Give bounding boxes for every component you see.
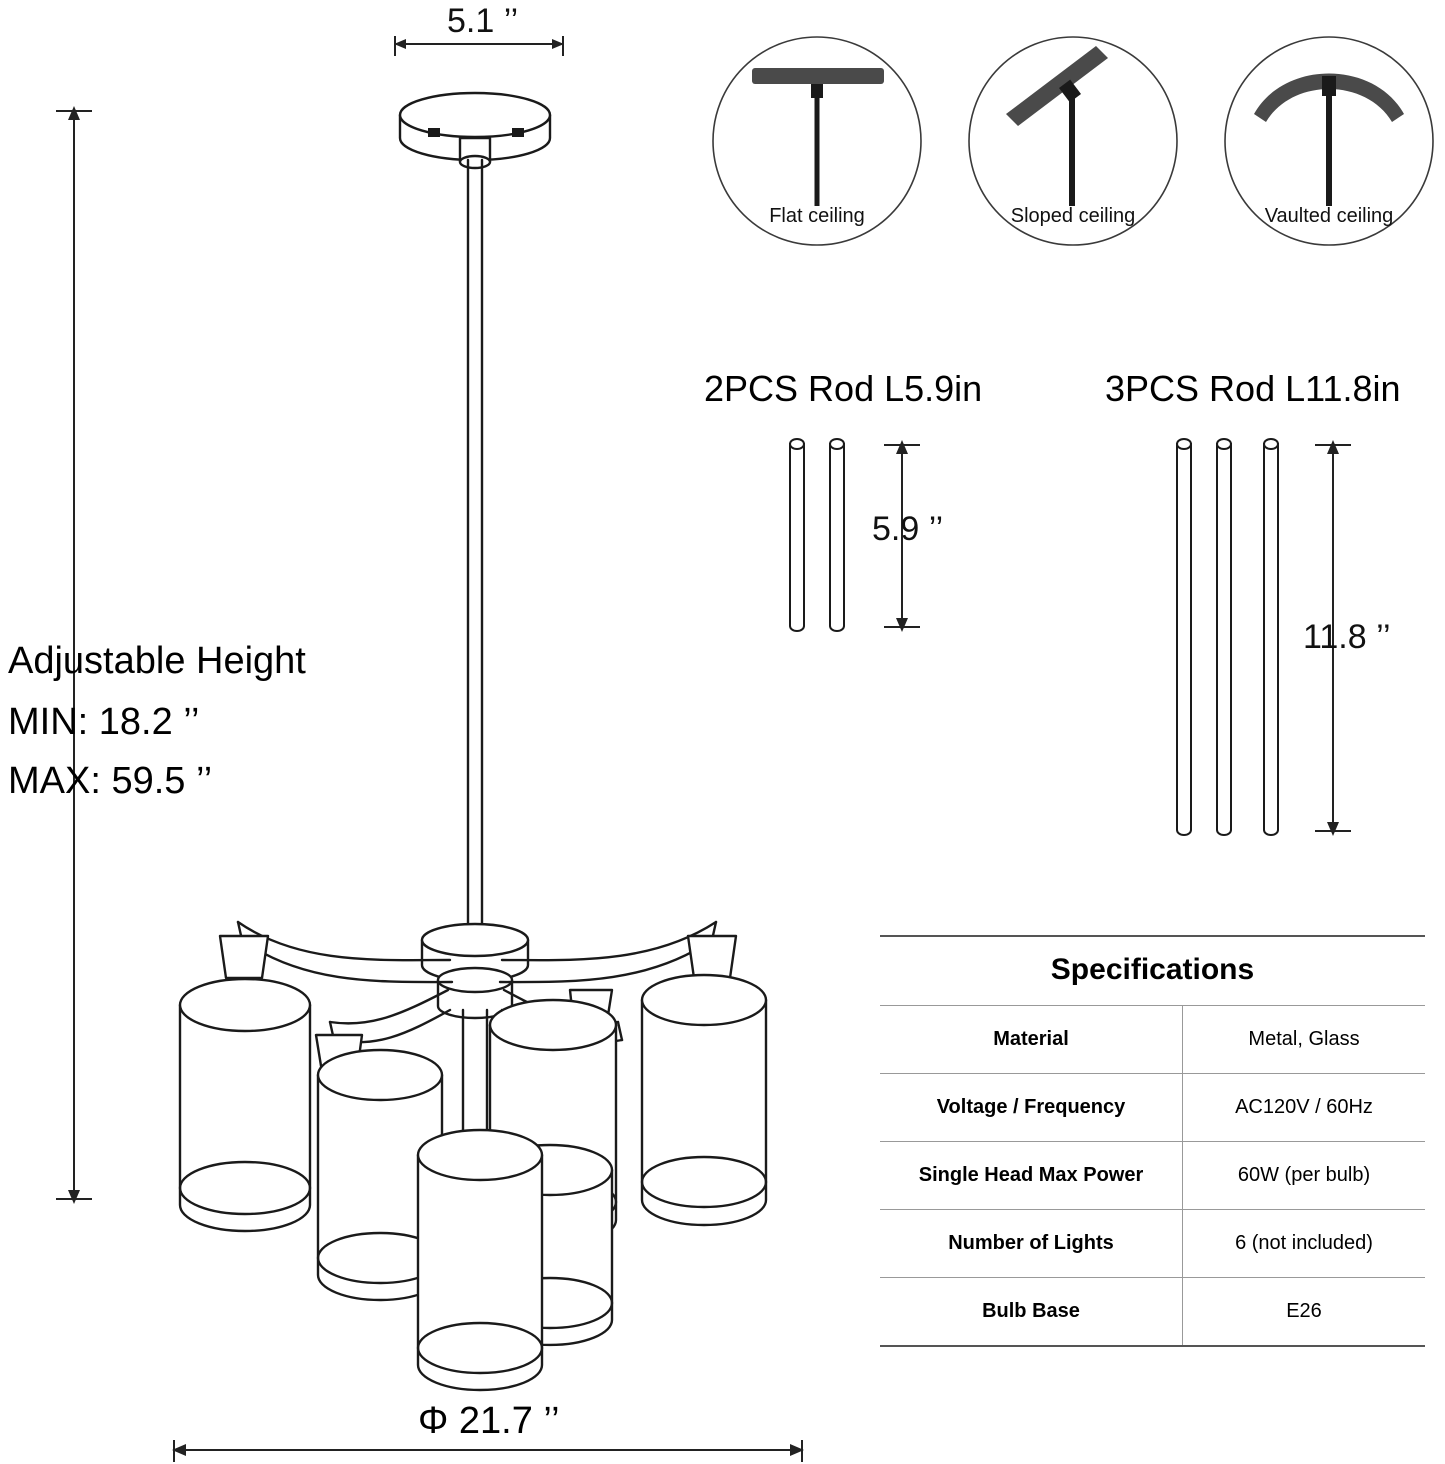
spec-key: Single Head Max Power <box>880 1142 1183 1210</box>
rod-group-5-9-dimension: 5.9 ’’ <box>872 510 944 548</box>
table-row <box>880 1006 1425 1074</box>
spec-key: Number of Lights <box>880 1210 1183 1278</box>
spec-value: 60W (per bulb) <box>1183 1142 1426 1210</box>
vaulted-ceiling-icon <box>1224 30 1434 252</box>
rod-group-11-8-title: 3PCS Rod L11.8in <box>1105 368 1401 409</box>
rod-group-5-9-title: 2PCS Rod L5.9in <box>704 368 983 409</box>
spec-value: 6 (not included) <box>1183 1210 1426 1278</box>
flat-ceiling-caption: Flat ceiling <box>769 205 865 227</box>
spec-key: Bulb Base <box>880 1278 1183 1347</box>
flat-ceiling-icon <box>712 30 922 252</box>
spec-key: Material <box>880 1006 1183 1074</box>
spec-value: AC120V / 60Hz <box>1183 1074 1426 1142</box>
adjustable-height-min: MIN: 18.2 ’’ <box>8 701 200 743</box>
table-row <box>880 1074 1425 1142</box>
adjustable-height-max: MAX: 59.5 ’’ <box>8 760 213 802</box>
adjustable-height-block <box>8 640 306 803</box>
specifications-panel <box>880 935 1425 1347</box>
spec-value: Metal, Glass <box>1183 1006 1426 1074</box>
rod-group-11-8-dimension: 11.8 ’’ <box>1303 618 1391 656</box>
ceiling-option-flat <box>712 30 922 252</box>
sloped-ceiling-icon <box>968 30 1178 252</box>
diameter-dimension-arrow <box>168 1440 808 1464</box>
table-row <box>880 1210 1425 1278</box>
vaulted-ceiling-caption: Vaulted ceiling <box>1264 205 1394 227</box>
ceiling-option-sloped <box>968 30 1178 252</box>
spec-value: E26 <box>1183 1278 1426 1347</box>
specifications-title: Specifications <box>880 935 1425 1006</box>
adjustable-height-title: Adjustable Height <box>8 640 306 682</box>
specifications-table <box>880 1006 1425 1347</box>
spec-key: Voltage / Frequency <box>880 1074 1183 1142</box>
table-row <box>880 1142 1425 1210</box>
table-row <box>880 1278 1425 1347</box>
ceiling-option-vaulted <box>1224 30 1434 252</box>
top-dimension-label: 5.1 ’’ <box>447 2 519 40</box>
diameter-dimension-label: Φ 21.7 ’’ <box>418 1400 560 1442</box>
sloped-ceiling-caption: Sloped ceiling <box>1010 205 1136 227</box>
top-dimension-arrow <box>390 34 570 58</box>
